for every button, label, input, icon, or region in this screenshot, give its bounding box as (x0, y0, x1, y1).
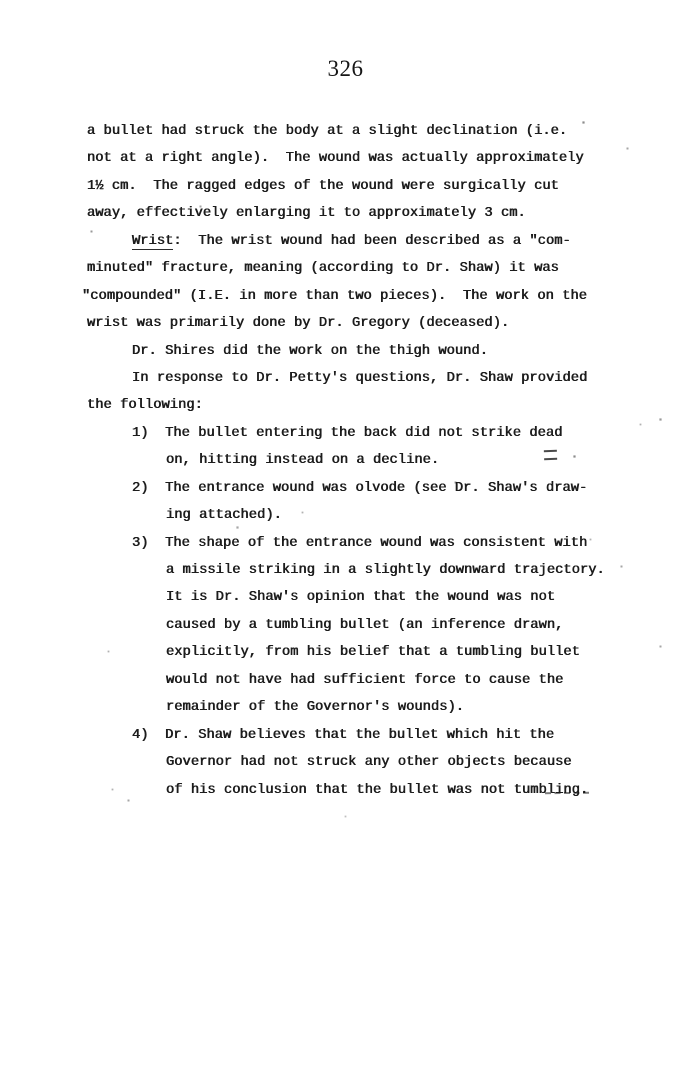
text-line: wrist was primarily done by Dr. Gregory (deceased). (87, 316, 510, 332)
document-body (82, 118, 647, 804)
text-line: the following: (87, 398, 203, 414)
text-line: not at a right angle). The wound was actually approximately (87, 151, 584, 167)
list-item-continuation: of his conclusion that the bullet was not tumbling. (166, 782, 589, 798)
list-item-text: The entrance wound was olvode (see Dr. Shaw's draw- (165, 480, 588, 496)
text-line: minuted" fracture, meaning (according to Dr. Shaw) it was (87, 261, 559, 277)
list-number: 2) (132, 480, 149, 496)
list-item-continuation: would not have had sufficient force to cause the (166, 672, 564, 688)
list-item-continuation: a missile striking in a slightly downward trajectory. (166, 563, 605, 578)
text-line: away, effectively enlarging it to approximately 3 cm. (87, 206, 526, 222)
list-number: 4) (132, 727, 149, 743)
list-item-continuation: Governor had not struck any other objects because (166, 755, 572, 771)
text-line: Dr. Shires did the work on the thigh wound. (132, 343, 489, 359)
page-number: 326 (327, 56, 364, 81)
list-item-text: The shape of the entrance wound was consistent with (165, 535, 588, 551)
scan-artifact-dashes (545, 788, 589, 794)
list-item-continuation: on, hitting instead on a decline. (166, 453, 440, 469)
text-line: "compounded" (I.E. in more than two pieces). The work on the (82, 288, 588, 304)
list-item-line (132, 420, 647, 447)
list-number: 3) (132, 535, 149, 551)
wrist-heading-line (132, 228, 647, 255)
list-item-line (132, 475, 647, 502)
list-item-line (132, 530, 647, 557)
text-line: In response to Dr. Petty's questions, Dr. Shaw provided (132, 370, 588, 386)
wrist-heading-rest: : The wrist wound had been described as a "com- (173, 233, 571, 249)
list-item-continuation: It is Dr. Shaw's opinion that the wound was not (166, 590, 556, 606)
list-item-continuation: remainder of the Governor's wounds). (166, 700, 465, 716)
wrist-heading-underlined: Wrist (132, 233, 174, 249)
scan-noise-specks (0, 0, 1, 1)
list-item-text: Dr. Shaw believes that the bullet which hit the (165, 727, 555, 743)
list-item-text: The bullet entering the back did not strike dead (165, 425, 563, 441)
list-item-continuation: explicitly, from his belief that a tumbling bullet (166, 645, 580, 661)
text-line: 1½ cm. The ragged edges of the wound were surgically cut (87, 178, 559, 194)
text-line: a bullet had struck the body at a slight declination (i.e. (87, 124, 568, 139)
list-number: 1) (132, 425, 149, 441)
list-item-line (132, 722, 647, 749)
list-item-continuation: ing attached). (166, 508, 282, 524)
list-item-continuation: caused by a tumbling bullet (an inference drawn, (166, 617, 564, 633)
ink-smudge (544, 450, 557, 460)
